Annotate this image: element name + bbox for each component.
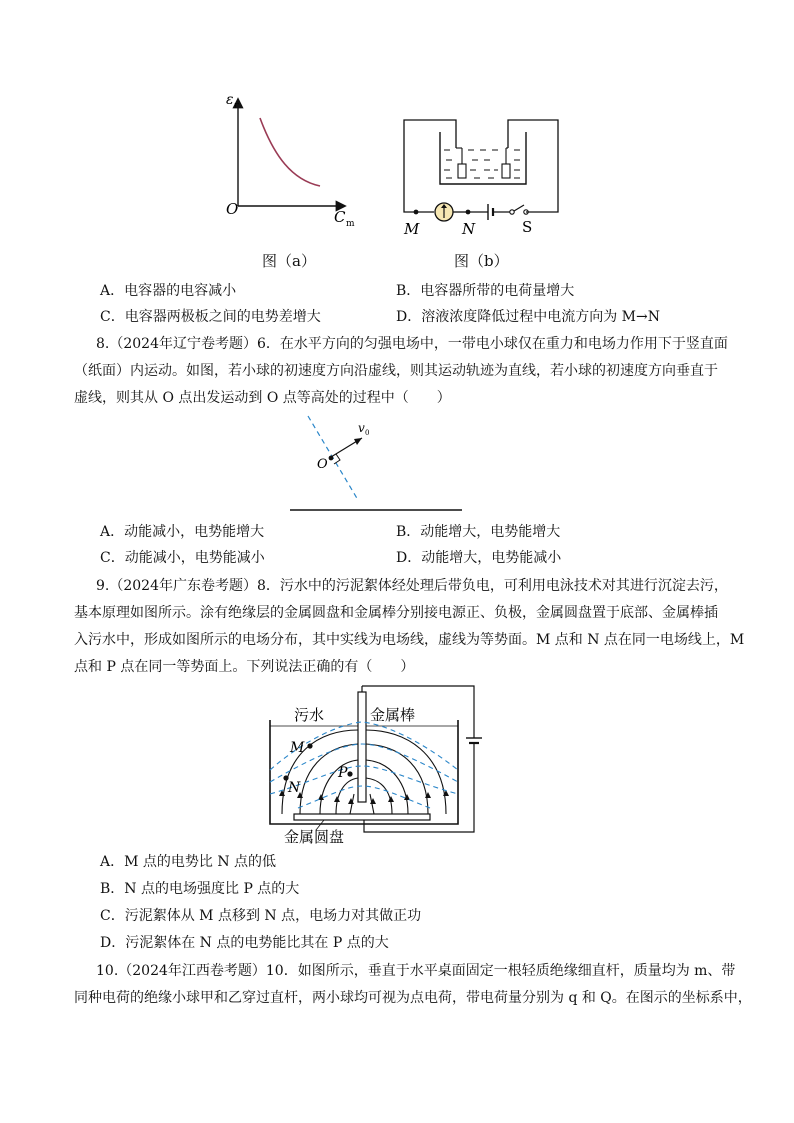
q9-option-b: B．N 点的电场强度比 P 点的大	[100, 881, 300, 897]
point-o	[329, 456, 334, 461]
q8-option-c: C．动能减小，电势能减小	[100, 550, 265, 566]
q8-option-d: D．动能增大，电势能减小	[396, 550, 562, 566]
q8-option-a: A．动能减小，电势能增大	[100, 524, 265, 540]
figure-a-graph	[222, 88, 372, 228]
point-p	[347, 771, 352, 776]
q8-option-b: B．动能增大，电势能增大	[396, 524, 561, 540]
point-m	[307, 743, 312, 748]
x-axis-label: C	[334, 208, 346, 226]
label-v0: v	[358, 421, 365, 435]
caption-b: 图（b）	[454, 252, 509, 270]
q10-stem-line-2: 同种电荷的绝缘小球甲和乙穿过直杆，两小球均可视为点电荷，带电荷量分别为 q 和 Q。在图示的坐标系中，	[74, 990, 752, 1006]
label-o: O	[317, 457, 328, 472]
label-n: N	[288, 780, 301, 796]
q7-option-a: A．电容器的电容减小	[100, 283, 237, 299]
y-axis-sub: r	[234, 101, 239, 111]
label-n: N	[462, 220, 476, 238]
metal-disk	[294, 814, 430, 820]
label-v0-sub: 0	[365, 429, 370, 437]
label-m: M	[404, 220, 420, 238]
label-water: 污水	[294, 706, 325, 724]
label-disk: 金属圆盘	[284, 828, 345, 846]
q9-stem-line-3: 入污水中，形成如图所示的电场分布，其中实线为电场线，虚线为等势面。M 点和 N 点在同一电场线上，M	[74, 632, 745, 648]
permittivity-curve	[260, 118, 320, 186]
q8-stem-line-3: 虚线，则其从 O 点出发运动到 O 点等高处的过程中（ ）	[74, 390, 451, 406]
q7-option-d: D．溶液浓度降低过程中电流方向为 M→N	[396, 309, 660, 325]
q9-option-a: A．M 点的电势比 N 点的低	[100, 854, 277, 870]
q10-stem-line-1: 10.（2024年江西卷考题）10．如图所示，垂直于水平桌面固定一根轻质绝缘细直杆，质量均为 m、带	[96, 963, 736, 979]
q8-stem-line-2: （纸面）内运动。如图，若小球的初速度方向沿虚线，则其运动轨迹为直线，若小球的初速度方向垂直于	[74, 363, 718, 379]
q9-option-c: C．污泥絮体从 M 点移到 N 点，电场力对其做正功	[100, 908, 422, 924]
figure-b-circuit	[398, 112, 568, 240]
x-axis-sub: m	[346, 219, 355, 228]
label-s: S	[522, 218, 533, 236]
caption-a: 图（a）	[262, 252, 316, 270]
q7-option-c: C．电容器两极板之间的电势差增大	[100, 309, 321, 325]
q8-stem-line-1: 8.（2024年辽宁卷考题）6．在水平方向的匀强电场中，一带电小球仅在重力和电场力作用下于竖直面	[96, 336, 728, 352]
q9-stem-line-2: 基本原理如图所示。涂有绝缘层的金属圆盘和金属棒分别接电源正、负极，金属圆盘置于底部、金属棒插	[74, 605, 718, 621]
q9-figure	[264, 682, 496, 848]
q9-stem-line-4: 点和 P 点在同一等势面上。下列说法正确的有（ ）	[74, 659, 415, 675]
label-rod: 金属棒	[370, 706, 416, 724]
switch-icon	[514, 205, 524, 211]
y-axis-label: ε	[226, 92, 234, 108]
q7-option-b: B．电容器所带的电荷量增大	[396, 283, 575, 299]
q8-figure	[290, 412, 470, 516]
q9-stem-line-1: 9.（2024年广东卷考题）8．污水中的污泥絮体经处理后带负电，可利用电泳技术对其进行沉淀去污，	[96, 578, 728, 594]
label-p: P	[338, 765, 348, 781]
label-m: M	[290, 740, 305, 756]
q9-option-d: D．污泥絮体在 N 点的电势能比其在 P 点的大	[100, 935, 389, 951]
origin-label: O	[226, 200, 239, 218]
